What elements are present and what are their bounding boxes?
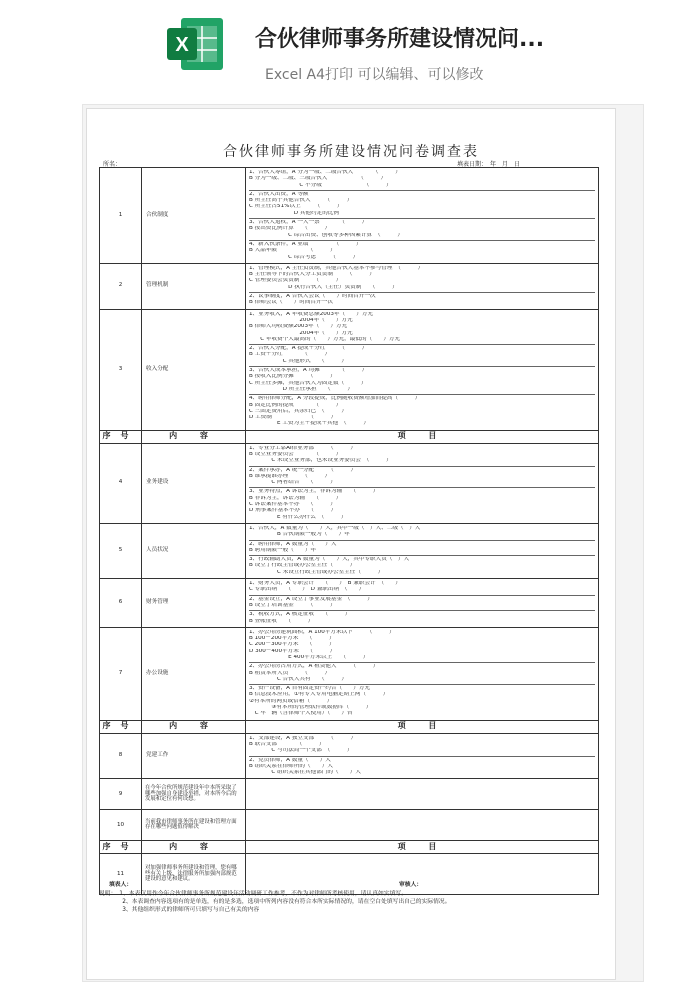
item-line: B 按出资比例计算 （ ） (249, 226, 331, 232)
row-number: 3 (100, 309, 142, 430)
note-line: 2、本表调查内容选项有的是单选，有的是多选，选项中所列内容没有符合本所实际情况的，请在空白处填写出自己的实际情况。 (99, 898, 451, 905)
item-line: B 分为一级、二级、三级合伙人 （ ） (249, 176, 387, 182)
item-group (249, 293, 595, 308)
row-items (246, 579, 599, 628)
survey-table (99, 167, 599, 895)
item-group (249, 757, 595, 778)
item-line: B 按收入比例分摊 （ ） (249, 374, 336, 380)
item-line: 1、支部建设，A 独立支部 （ ） (249, 735, 357, 741)
item-group (249, 395, 595, 428)
item-group (249, 541, 595, 557)
item-line: E 400平方米以上 （ ） (249, 655, 369, 660)
item-line: 2、合伙人出资，A 等额 (249, 191, 309, 197)
item-line: C 两者结合 （ ） (249, 480, 336, 486)
table-row (100, 627, 599, 720)
row-number: 11 (100, 854, 142, 895)
item-line: 1、专业分工靠AI律业务部 （ ） (249, 445, 356, 451)
item-line: 2、案件承办，A 统一分配 （ ） (249, 467, 357, 473)
header (0, 0, 700, 100)
item-line: C 未设立行政主管或办公室主任（ ） (249, 569, 384, 575)
item-line: B 工资＋分红 （ ） (249, 352, 331, 358)
item-line: C 专职出纳 （ ） D 兼职出纳 （ ） (249, 587, 365, 593)
item-group (249, 580, 595, 596)
header-no: 序号 (100, 841, 142, 854)
row-topic: 管理机制 (142, 263, 246, 309)
item-line: D 所主任承担 （ ） (249, 386, 353, 392)
item-line: C 管理委员会负责制 （ ） (249, 278, 342, 284)
notes (99, 891, 599, 914)
item-line: 2、聘用律师，A 数量为（ ）人 (249, 541, 337, 547)
row-items (246, 309, 599, 430)
row-question: 在今年合伙所规范建设年中本所采取了哪些加强自身建设举措，对本所今后的发展和定位有何设想。 (142, 779, 246, 810)
header-content: 内 容 (142, 841, 246, 854)
item-line: B 非诉为主，诉讼为辅 （ ） (249, 495, 342, 501)
row-number: 5 (100, 523, 142, 578)
item-line: C 200－300平方米 （ ） (249, 642, 335, 648)
header-items: 项 目 (246, 720, 599, 733)
item-group (249, 311, 595, 345)
header-content: 内 容 (142, 720, 246, 733)
item-line: D 刑事案件基本不办 （ ） (249, 508, 337, 514)
row-number: 6 (100, 579, 142, 628)
row-items (246, 733, 599, 779)
item-line: 4、新入伙条件，A 业绩 （ ） (249, 241, 362, 247)
row-number: 4 (100, 443, 142, 523)
item-line: 1、合伙人筹组，A 分为一级、二级合伙人 （ ） (249, 170, 401, 175)
item-group (249, 467, 595, 489)
item-group (249, 367, 595, 395)
row-number: 8 (100, 733, 142, 779)
note-line: 3、其他组织形式的律师所可只填写与自己有关的内容 (99, 906, 260, 913)
row-items (246, 263, 599, 309)
table-row (100, 733, 599, 779)
item-line: B 谁承揽谁办理 （ ） (249, 473, 331, 479)
answer-cell (246, 779, 599, 810)
item-line: B 聘用期限一般（ ）年 (249, 547, 317, 553)
item-line: 1、业务收入，A 年收费总额2003年（ ）万元 (249, 311, 374, 317)
row-topic: 合伙制度 (142, 168, 246, 264)
item-line: 2、党员律师，A 数量（ ）人 (249, 757, 331, 763)
row-items (246, 523, 599, 578)
table-header-row (100, 430, 599, 443)
item-group (249, 345, 595, 367)
item-line: E 有什么办什么 （ ） (249, 514, 347, 520)
excel-icon (163, 12, 227, 76)
item-line: C 所主任占51%以上 （ ） (249, 204, 343, 210)
item-line: C 其他形式 （ ） (249, 358, 347, 364)
item-line: B 100－200平方米 （ ） (249, 636, 335, 642)
item-group (249, 241, 595, 262)
row-items (246, 443, 599, 523)
table-row (100, 263, 599, 309)
item-group (249, 488, 595, 521)
item-group (249, 219, 595, 241)
header-items: 项 目 (246, 430, 599, 443)
item-group (249, 735, 595, 757)
item-line: B 联合支部 （ ） (249, 741, 325, 747)
item-line: 2004年（ ）万元 (249, 317, 353, 323)
table-row (100, 523, 599, 578)
item-line: 2、办公用房占用方式，A 租赁他人 （ ） (249, 664, 379, 670)
row-question: 对加强律师事务所建设和管理，您有哪些有关上级、法律服务所加强内部规范建设的意见和建议。 (142, 854, 246, 895)
item-line: B 设立了培训基金 （ ） (249, 602, 336, 608)
item-line: E 工资为主＋提成＋其他 （ ） (249, 421, 369, 427)
item-line: B 律师人均收费额2003年（ ）万元 (249, 324, 348, 330)
item-line: D 300－400平方米 （ ） (249, 648, 336, 654)
firm-name-label: 所名： (103, 161, 122, 168)
item-line: C 组织关系在其他部门的（ ）人 (249, 770, 361, 776)
page-subtitle: Excel A4打印 可以编辑、可以修改 (265, 67, 484, 83)
item-line: B 组织关系在律师所的（ ）人 (249, 763, 333, 769)
item-line: 1、合伙人，A 数量为（ ）人，其中一级（ ）人、二级（ ）人 (249, 525, 421, 531)
table-row (100, 579, 599, 628)
item-line: 3、合伙人成本承担，A 均摊 （ ） (249, 368, 368, 374)
item-line: 3、业务特点，A 诉讼为主，非诉为辅 （ ） (249, 489, 379, 495)
item-group (249, 556, 595, 577)
row-number: 1 (100, 168, 142, 264)
item-line: 2004年（ ）万元 (249, 330, 353, 336)
table-row (100, 168, 599, 264)
item-line: 3、合伙人退权，A 一人一票 （ ） (249, 220, 368, 226)
item-group (249, 445, 595, 467)
document-title: 合伙律师事务所建设情况问卷调查表 (223, 144, 479, 160)
item-line: 2、议事制度，A 合伙人会议（ ）时间召开一次 (249, 294, 376, 300)
item-line: C 车 辆（含律师个人使用）（ ）台 (249, 711, 353, 717)
item-line: B 查帐征收 （ ） (249, 618, 314, 624)
item-line: D 执行合伙人（主任）负责制 （ ） (249, 284, 398, 290)
header-items: 项 目 (246, 841, 599, 854)
item-line: C 年收费个人最高的（ ）万元，最低的（ ）万元 (249, 336, 401, 342)
item-line: C 所主任多摊，其他合伙人为固定数（ ） (249, 380, 367, 386)
row-topic: 财务管理 (142, 579, 246, 628)
table-header-row (100, 720, 599, 733)
item-line: 2、合伙人分配，A 提成＋分红 （ ） (249, 346, 368, 352)
table-header-row (100, 841, 599, 854)
item-line: 2、基金设立，A 设立了事业发展基金 （ ） (249, 596, 373, 602)
item-line: 3、税收方式，A 核定征收 （ ） (249, 612, 351, 618)
document-preview (86, 108, 616, 980)
item-group (249, 169, 595, 191)
item-line: ③有本所的管理软件或数据库（ ） (249, 705, 372, 711)
answer-cell (246, 854, 599, 895)
item-line: C 与司法局一个支部 （ ） (249, 748, 353, 754)
item-line: B 设立业务委员会 （ ） (249, 451, 342, 457)
filler-label: 填表人： (109, 882, 133, 888)
row-topic: 收入分配 (142, 309, 246, 430)
item-line: 1、管理模式，A 主任负责制，其他合伙人基本不参与管理 （ ） (249, 265, 424, 271)
item-line: ②有本所的网页或信箱（ ） (249, 698, 333, 704)
item-line: B 所主任高于其他合伙人 （ ） (249, 198, 353, 204)
item-line: B 主任领导下的合伙人分工负责制 （ ） (249, 272, 375, 278)
table-row (100, 854, 599, 895)
row-topic: 党建工作 (142, 733, 246, 779)
table-row (100, 443, 599, 523)
item-line: D 工资制 （ ） (249, 415, 337, 421)
item-line: B 人品年限 （ ） (249, 248, 336, 254)
table-row (100, 810, 599, 841)
item-line: 3、行政辅助人员，A 数量为（ ）人，其中专职人员（ ）人 (249, 557, 410, 563)
excel-icon-letter: X (175, 34, 189, 56)
header-no: 序号 (100, 430, 142, 443)
row-number: 9 (100, 779, 142, 810)
item-line: 1、财务人员，A 专职会计 （ ） B 兼职会计 （ ） (249, 581, 401, 587)
header-no: 序号 (100, 720, 142, 733)
item-line: B 租赁本所人员 （ ） (249, 670, 331, 676)
item-line: C 不分级 （ ） (249, 182, 392, 188)
item-line: B 信息技术应用，①有专人专用电脑定期上网（ ） (249, 692, 389, 698)
row-topic: 业务建设 (142, 443, 246, 523)
reviewer-label: 审核人： (399, 882, 423, 888)
item-group (249, 685, 595, 718)
item-line: B 设立了行政主管或办公室主任（ ） (249, 563, 356, 569)
item-group (249, 629, 595, 663)
item-line: C 综合出资、创收等多种因素计算 （ ） (249, 232, 403, 238)
item-line: C 三固定费用后，其余归己 （ ） (249, 408, 347, 414)
page-title: 合伙律师事务所建设情况问... (255, 27, 545, 52)
row-items (246, 168, 599, 264)
item-line: 1、办公用房建筑面积，A 100平方米以下 （ ） (249, 629, 395, 635)
item-group (249, 191, 595, 219)
item-line: 4、聘用律师分配，A 分段提成，比例随收费额增加而提高（ ） (249, 396, 421, 402)
row-items (246, 627, 599, 720)
item-line: B 合伙期限一般为（ ）年 (249, 532, 350, 538)
item-line: C 未设立业务部，也未设业务委员会 （ ） (249, 458, 392, 464)
item-group (249, 525, 595, 541)
item-line: D 其他约定的比例 (249, 210, 339, 216)
item-group (249, 265, 595, 293)
row-question: 当前我市律师事务所在建设和管理方面存在哪些问题值得解决 (142, 810, 246, 841)
item-group (249, 596, 595, 612)
note-line: 说明： 1、本表仅用作今年合伙律师事务所规范建设年活动调研工作参考，不作为对律师所考核使用，请认真如实填写。 (99, 891, 408, 897)
row-topic: 人员状况 (142, 523, 246, 578)
table-row (100, 309, 599, 430)
item-line: 3、资产设备，A 自有固定资产约合（ ）万元 (249, 686, 371, 692)
row-number: 7 (100, 627, 142, 720)
item-line: B 固定比例的提成 （ ） (249, 402, 342, 408)
item-line: C 合伙人共有 （ ） (249, 676, 347, 682)
row-number: 2 (100, 263, 142, 309)
answer-cell (246, 810, 599, 841)
item-group (249, 663, 595, 685)
item-line: C 诉讼案件基本不办 （ ） (249, 502, 336, 508)
fill-date-label: 填表日期： 年 月 日 (457, 161, 521, 168)
row-topic: 办公设施 (142, 627, 246, 720)
item-line: C 综合考虑 （ ） (249, 254, 359, 260)
item-line: B 律师会议（ ）时间召开一次 (249, 300, 333, 306)
header-content: 内 容 (142, 430, 246, 443)
table-row (100, 779, 599, 810)
item-group (249, 611, 595, 626)
row-number: 10 (100, 810, 142, 841)
